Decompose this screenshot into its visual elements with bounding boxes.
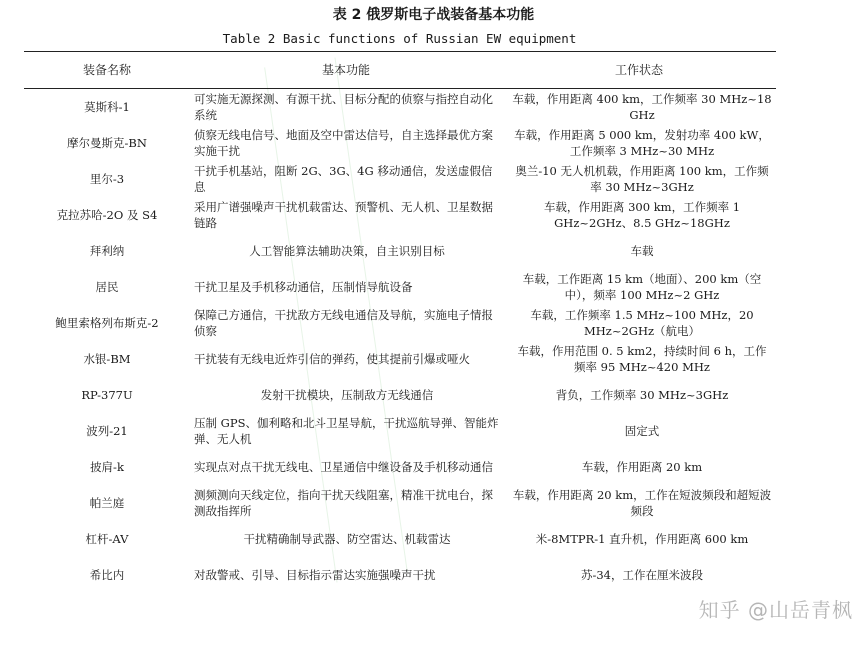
basic-function-cell: 采用广谱强噪声干扰机载雷达、预警机、无人机、卫星数据链路 [194,200,493,230]
basic-function-cell: 干扰装有无线电近炸引信的弹药，使其提前引爆或哑火 [194,352,470,366]
basic-function-cell: 对敌警戒、引导、目标指示雷达实施强噪声干扰 [194,568,436,582]
working-status-cell: 固定式 [624,424,660,438]
equipment-name-cell: 希比内 [89,568,125,582]
equipment-name-cell: 披肩-k [90,460,124,474]
basic-function-cell: 干扰精确制导武器、防空雷达、机载雷达 [243,532,451,546]
table-row [24,269,776,305]
equipment-name-cell: 水银-BM [83,352,131,366]
ew-equipment-table [24,51,776,593]
working-status-cell: 苏-34，工作在厘米波段 [580,568,704,582]
table-row [24,89,776,126]
working-status-cell: 车载，作用距离 400 km，工作频率 30 MHz~18 GHz [512,92,772,122]
table-header-row [24,52,776,89]
equipment-name-cell: 摩尔曼斯克-BN [67,136,147,150]
basic-function-cell: 干扰手机基站，阻断 2G、3G、4G 移动通信，发送虚假信息 [194,164,493,194]
working-status-cell: 车载，作用范围 0. 5 km2，持续时间 6 h，工作频率 95 MHz~420 MHz [517,344,767,374]
working-status-cell: 车载，工作距离 15 km（地面）、200 km（空中），频率 100 MHz~2 GHz [522,272,762,302]
zhihu-watermark: 知乎 @山岳青枫 [698,598,853,622]
table-row [24,305,776,341]
basic-function-cell: 压制 GPS、伽利略和北斗卫星导航，干扰巡航导弹、智能炸弹、无人机 [194,416,499,446]
basic-function-cell: 测频测向天线定位，指向干扰天线阻塞，精准干扰电台，探测敌指挥所 [194,488,493,518]
table-row [24,197,776,233]
equipment-name-cell: 鲍里索格列布斯克-2 [55,316,159,330]
table-title-chinese: 表 2 俄罗斯电子战装备基本功能 [332,7,535,23]
basic-function-cell: 可实施无源探测、有源干扰、目标分配的侦察与指控自动化系统 [194,92,493,122]
working-status-cell: 车载，作用距离 20 km [581,460,703,474]
table-row [24,485,776,521]
working-status-cell: 奥兰-10 无人机机载，作用距离 100 km，工作频率 30 MHz~3GHz [515,164,769,194]
table-row [24,233,776,269]
working-status-cell: 车载，作用距离 5 000 km，发射功率 400 kW，工作频率 3 MHz~30 MHz [514,128,770,158]
basic-function-cell: 发射干扰模块，压制敌方无线通信 [260,388,434,402]
table-row [24,413,776,449]
equipment-name-cell: 莫斯科-1 [84,100,130,114]
table-body [24,89,776,594]
table-row [24,449,776,485]
table-row [24,521,776,557]
header-basic-function: 基本功能 [190,52,502,89]
basic-function-cell: 侦察无线电信号、地面及空中雷达信号，自主选择最优方案实施干扰 [194,128,493,158]
working-status-cell: 背负，工作频率 30 MHz~3GHz [555,388,729,402]
table-row [24,377,776,413]
equipment-name-cell: 波列-21 [86,424,128,438]
header-working-status: 工作状态 [502,52,776,89]
table-row [24,125,776,161]
table-row [24,161,776,197]
equipment-name-cell: RP-377U [81,388,133,402]
basic-function-cell: 保障己方通信，干扰敌方无线电通信及导航，实施电子情报侦察 [194,308,493,338]
working-status-cell: 车载 [630,244,654,258]
basic-function-cell: 人工智能算法辅助决策，自主识别目标 [249,244,445,258]
header-equipment-name: 装备名称 [24,52,190,89]
working-status-cell: 车载，工作频率 1.5 MHz~100 MHz，20 MHz~2GHz（航电） [530,308,754,338]
equipment-name-cell: 里尔-3 [89,172,125,186]
basic-function-cell: 实现点对点干扰无线电、卫星通信中继设备及手机移动通信 [194,460,493,474]
equipment-name-cell: 帕兰庭 [89,496,125,510]
basic-function-cell: 干扰卫星及手机移动通信，压制悄导航设备 [194,280,413,294]
equipment-name-cell: 杠杆-AV [85,532,129,546]
table-row [24,557,776,593]
table-title-english: Table 2 Basic functions of Russian EW equipment [222,31,577,46]
working-status-cell: 车载，作用距离 300 km，工作频率 1 GHz~2GHz、8.5 GHz~18GHz [543,200,741,230]
equipment-name-cell: 克拉苏哈-2O 及 S4 [56,208,158,222]
table-row [24,341,776,377]
working-status-cell: 车载，作用距离 20 km，工作在短波频段和超短波频段 [512,488,772,518]
working-status-cell: 米-8MTPR-1 直升机，作用距离 600 km [535,532,749,546]
equipment-name-cell: 拜利纳 [89,244,125,258]
equipment-name-cell: 居民 [95,280,119,294]
